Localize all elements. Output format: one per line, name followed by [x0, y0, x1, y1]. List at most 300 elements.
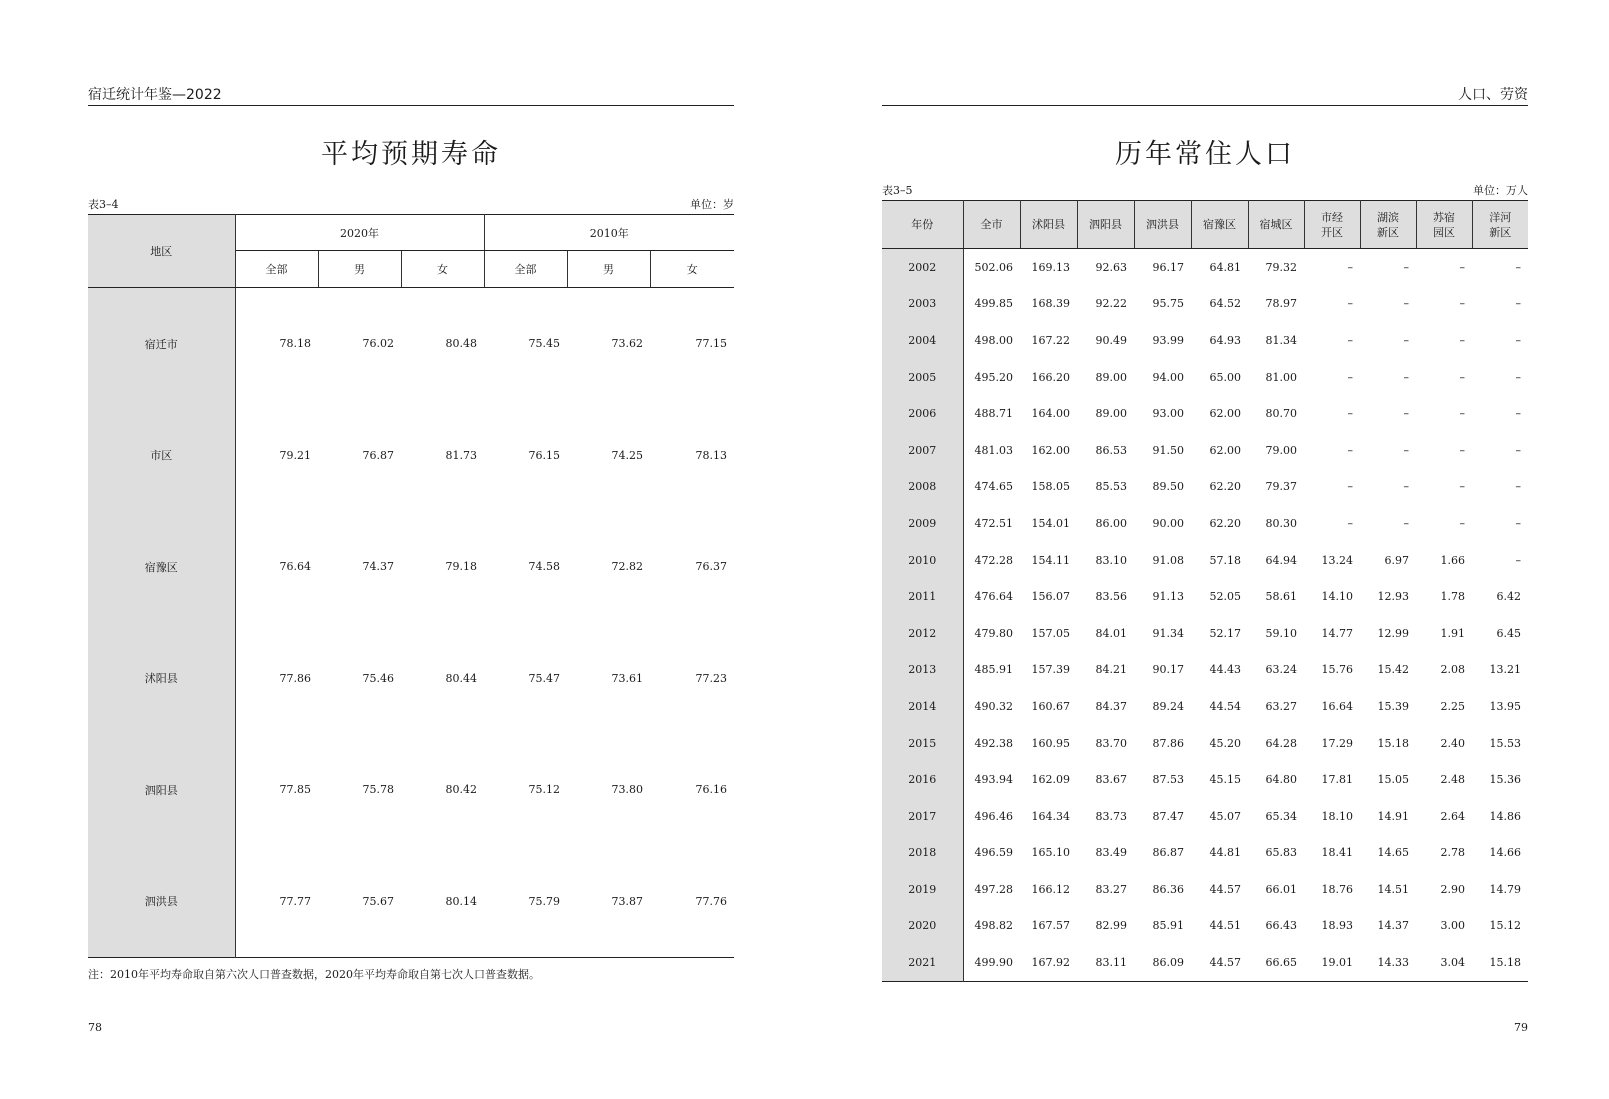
table-cell: 1.91	[1440, 626, 1465, 640]
table-cell: –	[1347, 407, 1353, 421]
table-cell: 62.00	[1209, 407, 1241, 421]
table-meta	[882, 182, 1528, 198]
table-row	[882, 652, 1528, 689]
table-cell: 164.34	[1031, 809, 1070, 823]
row-year-label: 2003	[882, 286, 963, 323]
table-cell: 13.95	[1489, 699, 1521, 713]
table-cell: 90.00	[1152, 516, 1184, 530]
table-cell: 160.95	[1031, 736, 1070, 750]
col-header	[963, 201, 1020, 249]
header-rule	[88, 105, 734, 106]
table-cell: 89.24	[1152, 699, 1184, 713]
table-cell: 95.75	[1152, 297, 1184, 311]
table-cell: 76.64	[279, 560, 311, 574]
table-cell: 92.63	[1095, 260, 1127, 274]
table-cell: 488.71	[974, 407, 1013, 421]
table-row	[88, 511, 734, 623]
row-year-label: 2010	[882, 542, 963, 579]
table-cell: 3.00	[1440, 919, 1465, 933]
table-cell: 154.11	[1031, 553, 1070, 567]
table-cell: –	[1403, 260, 1409, 274]
table-cell: –	[1515, 370, 1521, 384]
table-cell: 66.43	[1265, 919, 1297, 933]
table-cell: –	[1459, 407, 1465, 421]
table-cell: 83.67	[1095, 773, 1127, 787]
col-header	[1360, 201, 1416, 249]
table-cell: 83.70	[1095, 736, 1127, 750]
table-cell: 6.97	[1384, 553, 1409, 567]
table-cell: –	[1515, 407, 1521, 421]
table-cell: 1.78	[1440, 590, 1465, 604]
table-cell: 2.64	[1440, 809, 1465, 823]
table-cell: 90.49	[1095, 333, 1127, 347]
col-header-line: 沭阳县	[1032, 218, 1065, 231]
table-cell: 13.24	[1321, 553, 1353, 567]
table-note: 注：2010年平均寿命取自第六次人口普查数据，2020年平均寿命取自第七次人口普查数据。	[88, 968, 540, 981]
table-cell: 79.37	[1265, 480, 1297, 494]
table-cell: 94.00	[1152, 370, 1184, 384]
table-row	[882, 359, 1528, 396]
table-cell: 496.59	[974, 846, 1013, 860]
table-row	[882, 286, 1528, 323]
table-cell: 157.05	[1031, 626, 1070, 640]
table-cell: 92.22	[1095, 297, 1127, 311]
col-header	[882, 201, 963, 249]
table-row	[882, 505, 1528, 542]
sub-col-header: 全部	[484, 251, 567, 288]
table-cell: –	[1459, 297, 1465, 311]
life-expectancy-table	[88, 214, 734, 958]
table-cell: 44.81	[1209, 846, 1241, 860]
table-cell: 75.12	[528, 783, 561, 797]
row-year-label: 2016	[882, 761, 963, 798]
table-row	[882, 761, 1528, 798]
table-cell: 16.64	[1321, 699, 1353, 713]
table-cell: 58.61	[1265, 590, 1297, 604]
table-cell: 85.91	[1152, 919, 1184, 933]
table-cell: 64.80	[1265, 773, 1297, 787]
table-cell: 18.93	[1321, 919, 1353, 933]
table-cell: 6.45	[1496, 626, 1521, 640]
col-header	[1304, 201, 1360, 249]
table-row	[882, 798, 1528, 835]
table-cell: 44.57	[1209, 956, 1241, 970]
table-cell: 77.23	[695, 671, 728, 685]
table-cell: 87.86	[1152, 736, 1184, 750]
table-cell: 77.15	[695, 337, 728, 351]
table-cell: –	[1347, 516, 1353, 530]
table-cell: 2.78	[1440, 846, 1465, 860]
table-cell: 502.06	[974, 260, 1013, 274]
table-cell: 485.91	[974, 663, 1013, 677]
table-cell: 79.21	[279, 448, 311, 462]
table-cell: 13.21	[1489, 663, 1521, 677]
table-cell: 72.82	[611, 560, 644, 574]
table-cell: 84.01	[1095, 626, 1127, 640]
table-row	[882, 322, 1528, 359]
col-header-line: 泗洪县	[1146, 218, 1179, 231]
table-cell: 499.90	[974, 956, 1013, 970]
table-cell: 52.17	[1209, 626, 1241, 640]
row-year-label: 2011	[882, 578, 963, 615]
table-cell: –	[1347, 480, 1353, 494]
table-cell: 80.30	[1265, 516, 1297, 530]
table-cell: 81.00	[1265, 370, 1297, 384]
table-cell: 80.42	[445, 783, 478, 797]
row-region-label: 泗阳县	[88, 734, 235, 846]
table-row	[882, 835, 1528, 872]
row-year-label: 2017	[882, 798, 963, 835]
table-cell: –	[1515, 297, 1521, 311]
table-row	[882, 249, 1528, 286]
table-row	[882, 871, 1528, 908]
row-year-label: 2019	[882, 871, 963, 908]
table-cell: 75.46	[362, 671, 394, 685]
table-cell: 498.82	[974, 919, 1013, 933]
col-header-line: 全市	[980, 218, 1003, 231]
col-header-line: 开区	[1321, 225, 1343, 239]
table-cell: 164.00	[1031, 407, 1070, 421]
table-cell: 86.36	[1152, 882, 1184, 896]
col-header	[1472, 201, 1528, 249]
table-row	[88, 846, 734, 958]
table-cell: –	[1403, 480, 1409, 494]
row-year-label: 2007	[882, 432, 963, 469]
table-cell: 83.27	[1095, 882, 1127, 896]
table-cell: 86.87	[1152, 846, 1184, 860]
table-cell: 74.58	[528, 560, 561, 574]
col-header-line: 宿城区	[1259, 218, 1293, 231]
table-cell: 15.18	[1489, 956, 1521, 970]
table-cell: 481.03	[974, 443, 1013, 457]
table-row	[882, 542, 1528, 579]
table-cell: 3.04	[1440, 956, 1465, 970]
row-region-label: 宿豫区	[88, 511, 235, 623]
running-head-text: 人口、劳资	[1458, 87, 1528, 103]
table-cell: 44.54	[1209, 699, 1241, 713]
table-cell: 76.15	[528, 448, 561, 462]
table-cell: 75.78	[362, 783, 394, 797]
col-header	[1134, 201, 1191, 249]
table-row	[882, 432, 1528, 469]
table-cell: –	[1403, 407, 1409, 421]
table-cell: 82.99	[1095, 919, 1127, 933]
table-cell: 73.80	[611, 783, 644, 797]
table-cell: 86.09	[1152, 956, 1184, 970]
table-cell: 167.22	[1031, 333, 1070, 347]
table-cell: 75.47	[528, 671, 561, 685]
table-cell: 63.27	[1265, 699, 1297, 713]
col-header	[1191, 201, 1248, 249]
row-region-label: 宿迁市	[88, 288, 235, 400]
table-cell: 14.65	[1377, 846, 1409, 860]
table-cell: 493.94	[974, 773, 1013, 787]
table-cell: 83.11	[1095, 956, 1127, 970]
sub-col-header: 女	[401, 251, 484, 288]
table-cell: 90.17	[1152, 663, 1184, 677]
table-row	[88, 400, 734, 512]
table-row	[88, 623, 734, 735]
col-header-region: 地区	[88, 215, 235, 288]
table-cell: 14.33	[1377, 956, 1409, 970]
table-row	[882, 688, 1528, 725]
table-cell: 15.05	[1377, 773, 1409, 787]
table-cell: –	[1347, 333, 1353, 347]
table-cell: 14.37	[1377, 919, 1409, 933]
table-cell: 168.39	[1031, 297, 1070, 311]
table-cell: 78.97	[1265, 297, 1297, 311]
table-cell: 18.41	[1321, 846, 1353, 860]
table-cell: –	[1515, 516, 1521, 530]
row-year-label: 2021	[882, 944, 963, 981]
table-cell: 479.80	[974, 626, 1013, 640]
table-unit: 单位：岁	[690, 198, 734, 211]
sub-col-header: 全部	[235, 251, 318, 288]
table-cell: –	[1347, 260, 1353, 274]
table-row	[88, 734, 734, 846]
table-cell: 167.92	[1031, 956, 1070, 970]
table-cell: 83.49	[1095, 846, 1127, 860]
table-cell: 17.29	[1321, 736, 1353, 750]
col-header-line: 泗阳县	[1089, 218, 1122, 231]
table-cell: 15.12	[1489, 919, 1521, 933]
year-group-header: 2010年	[484, 215, 734, 251]
page-title: 历年常住人口	[1115, 139, 1295, 170]
row-year-label: 2006	[882, 395, 963, 432]
sub-col-header: 男	[567, 251, 650, 288]
table-cell: 91.08	[1152, 553, 1184, 567]
table-cell: 73.62	[611, 337, 644, 351]
row-region-label: 沭阳县	[88, 623, 235, 735]
table-cell: 84.37	[1095, 699, 1127, 713]
table-cell: 2.48	[1440, 773, 1465, 787]
table-cell: 15.53	[1489, 736, 1521, 750]
table-cell: 76.02	[362, 337, 394, 351]
table-cell: 65.83	[1265, 846, 1297, 860]
row-year-label: 2012	[882, 615, 963, 652]
table-cell: 66.01	[1265, 882, 1297, 896]
row-year-label: 2005	[882, 359, 963, 396]
row-region-label: 泗洪县	[88, 846, 235, 958]
sub-col-header: 男	[318, 251, 401, 288]
table-cell: 89.00	[1095, 370, 1127, 384]
table-cell: 83.10	[1095, 553, 1127, 567]
page-number: 79	[1514, 1021, 1528, 1034]
table-cell: 77.86	[279, 671, 311, 685]
table-cell: –	[1515, 260, 1521, 274]
running-head-text: 宿迁统计年鉴—2022	[88, 87, 222, 103]
table-cell: 14.66	[1489, 846, 1521, 860]
table-cell: 76.16	[695, 783, 728, 797]
table-cell: 15.36	[1489, 773, 1521, 787]
table-cell: –	[1459, 260, 1465, 274]
table-cell: 14.51	[1377, 882, 1409, 896]
running-head	[882, 86, 1528, 106]
table-cell: 167.57	[1031, 919, 1070, 933]
table-cell: 93.99	[1152, 333, 1184, 347]
table-cell: 6.42	[1496, 590, 1521, 604]
table-unit: 单位：万人	[1473, 184, 1528, 197]
table-cell: 2.90	[1440, 882, 1465, 896]
table-cell: 12.93	[1377, 590, 1409, 604]
row-year-label: 2008	[882, 469, 963, 506]
table-row	[882, 615, 1528, 652]
running-head	[88, 86, 734, 106]
table-cell: –	[1515, 443, 1521, 457]
table-cell: 2.25	[1440, 699, 1465, 713]
table-cell: 66.65	[1265, 956, 1297, 970]
table-cell: 77.77	[279, 894, 311, 908]
table-cell: 17.81	[1321, 773, 1353, 787]
table-cell: –	[1459, 480, 1465, 494]
table-cell: 44.51	[1209, 919, 1241, 933]
table-cell: 492.38	[974, 736, 1013, 750]
col-header-line: 新区	[1489, 225, 1512, 239]
table-cell: 157.39	[1031, 663, 1070, 677]
table-cell: 14.79	[1489, 882, 1521, 896]
table-cell: 79.00	[1265, 443, 1297, 457]
table-cell: 75.79	[528, 894, 561, 908]
table-cell: 59.10	[1265, 626, 1297, 640]
table-number: 表3–5	[882, 184, 913, 197]
table-cell: –	[1403, 443, 1409, 457]
table-cell: 169.13	[1031, 260, 1070, 274]
table-cell: 80.44	[445, 671, 478, 685]
table-cell: –	[1515, 480, 1521, 494]
table-cell: 490.32	[974, 699, 1013, 713]
table-cell: 77.85	[279, 783, 311, 797]
page-number: 78	[88, 1021, 102, 1034]
table-cell: 81.73	[445, 448, 478, 462]
table-cell: 14.86	[1489, 809, 1521, 823]
row-year-label: 2002	[882, 249, 963, 286]
table-cell: 64.28	[1265, 736, 1297, 750]
table-cell: 75.67	[362, 894, 394, 908]
table-cell: 85.53	[1095, 480, 1127, 494]
resident-population-table	[882, 200, 1528, 982]
table-cell: 162.00	[1031, 443, 1070, 457]
table-cell: 154.01	[1031, 516, 1070, 530]
row-year-label: 2015	[882, 725, 963, 762]
table-cell: 76.87	[362, 448, 394, 462]
table-cell: 45.20	[1209, 736, 1241, 750]
table-cell: 89.00	[1095, 407, 1127, 421]
table-cell: 76.37	[695, 560, 728, 574]
table-cell: 91.13	[1152, 590, 1184, 604]
table-cell: 52.05	[1209, 590, 1241, 604]
table-cell: 93.00	[1152, 407, 1184, 421]
year-group-header: 2020年	[235, 215, 484, 251]
table-cell: 472.28	[974, 553, 1013, 567]
table-cell: –	[1347, 370, 1353, 384]
row-region-label: 市区	[88, 400, 235, 512]
table-cell: 18.76	[1321, 882, 1353, 896]
col-header	[1077, 201, 1134, 249]
table-cell: 15.18	[1377, 736, 1409, 750]
col-header-line: 湖滨	[1377, 210, 1399, 224]
table-cell: 87.47	[1152, 809, 1184, 823]
col-header-line: 新区	[1377, 225, 1399, 239]
col-header-line: 洋河	[1489, 210, 1512, 224]
table-cell: –	[1403, 516, 1409, 530]
table-cell: 45.15	[1209, 773, 1241, 787]
table-cell: 80.70	[1265, 407, 1297, 421]
row-year-label: 2009	[882, 505, 963, 542]
table-cell: 495.20	[974, 370, 1013, 384]
table-cell: 1.66	[1440, 553, 1465, 567]
table-cell: 77.76	[695, 894, 728, 908]
table-cell: 87.53	[1152, 773, 1184, 787]
col-header-line: 年份	[911, 218, 934, 231]
table-cell: 15.39	[1377, 699, 1409, 713]
table-cell: 19.01	[1321, 956, 1353, 970]
row-year-label: 2020	[882, 908, 963, 945]
table-cell: 64.93	[1209, 333, 1241, 347]
table-cell: 89.50	[1152, 480, 1184, 494]
table-cell: –	[1347, 443, 1353, 457]
table-cell: –	[1403, 333, 1409, 347]
table-cell: –	[1515, 333, 1521, 347]
table-cell: 160.67	[1031, 699, 1070, 713]
table-cell: 498.00	[974, 333, 1013, 347]
table-cell: 73.61	[611, 671, 644, 685]
table-cell: 96.17	[1152, 260, 1184, 274]
table-cell: –	[1515, 553, 1521, 567]
table-cell: 14.77	[1321, 626, 1353, 640]
table-cell: 63.24	[1265, 663, 1297, 677]
table-cell: 74.25	[611, 448, 644, 462]
row-year-label: 2004	[882, 322, 963, 359]
table-meta	[88, 196, 734, 212]
table-cell: –	[1347, 297, 1353, 311]
page-title: 平均预期寿命	[321, 139, 501, 170]
table-cell: 57.18	[1209, 553, 1241, 567]
table-cell: 14.10	[1321, 590, 1353, 604]
table-number: 表3–4	[88, 198, 119, 211]
table-cell: 162.09	[1031, 773, 1070, 787]
table-cell: 497.28	[974, 882, 1013, 896]
table-cell: –	[1459, 370, 1465, 384]
table-cell: 62.00	[1209, 443, 1241, 457]
table-cell: 44.43	[1209, 663, 1241, 677]
table-row	[882, 908, 1528, 945]
table-cell: 2.40	[1440, 736, 1465, 750]
table-cell: 165.10	[1031, 846, 1070, 860]
table-cell: 166.12	[1031, 882, 1070, 896]
col-header	[1416, 201, 1472, 249]
row-year-label: 2014	[882, 688, 963, 725]
table-cell: 64.94	[1265, 553, 1297, 567]
table-cell: 64.81	[1209, 260, 1241, 274]
table-cell: 476.64	[974, 590, 1013, 604]
col-header	[1020, 201, 1077, 249]
col-header	[1248, 201, 1304, 249]
table-cell: 91.50	[1152, 443, 1184, 457]
table-cell: 14.91	[1377, 809, 1409, 823]
table-cell: 65.34	[1265, 809, 1297, 823]
table-cell: 12.99	[1377, 626, 1409, 640]
table-cell: 79.18	[445, 560, 478, 574]
table-row	[882, 469, 1528, 506]
table-cell: 78.18	[279, 337, 311, 351]
table-cell: 2.08	[1440, 663, 1465, 677]
table-cell: 45.07	[1209, 809, 1241, 823]
table-cell: 496.46	[974, 809, 1013, 823]
table-cell: 44.57	[1209, 882, 1241, 896]
table-cell: 166.20	[1031, 370, 1070, 384]
table-cell: 78.13	[695, 448, 728, 462]
header-rule	[882, 105, 1528, 106]
